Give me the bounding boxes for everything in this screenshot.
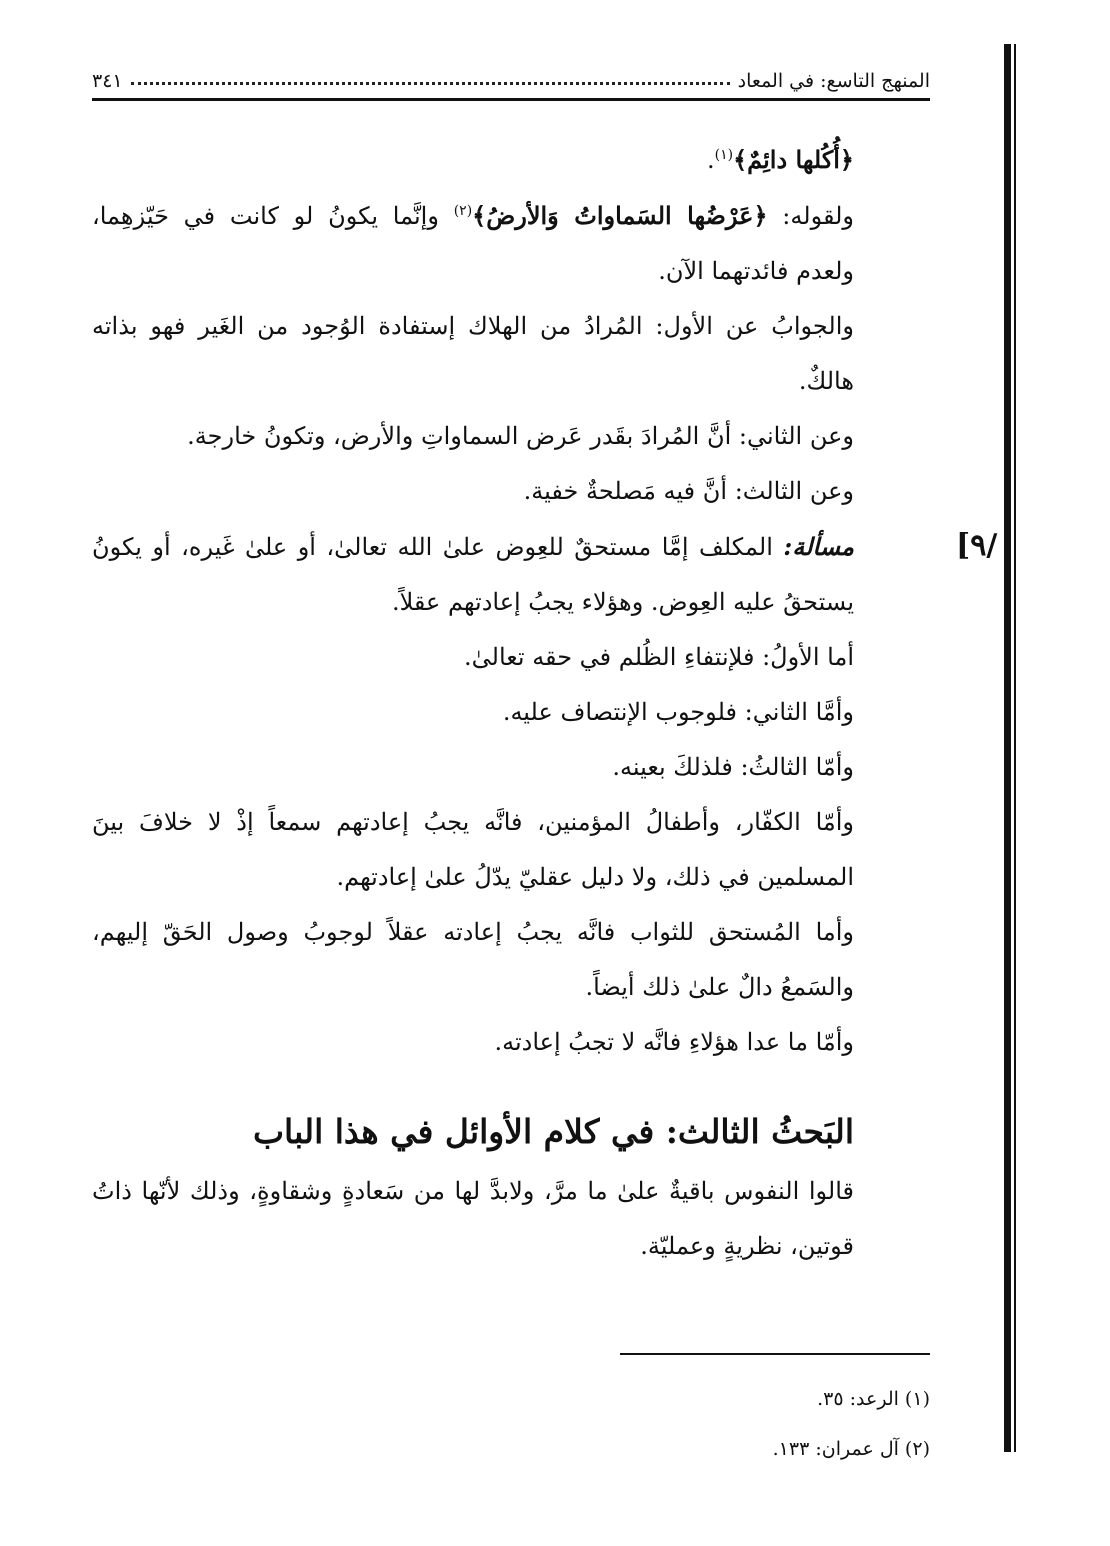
paragraph: وأمّا الثالثُ: فلذلكَ بعينه. bbox=[612, 753, 854, 781]
chapter-title: المنهج التاسع: في المعاد bbox=[737, 70, 930, 92]
footnote-2: (٢) آل عمران: ١٣٣. bbox=[772, 1438, 930, 1460]
leader-dots bbox=[131, 82, 730, 85]
paragraph-issue bbox=[92, 519, 930, 630]
page-number: ٣٤١ bbox=[92, 70, 123, 92]
paragraph: قالوا النفوس باقيةٌ علىٰ ما مرَّ، ولابدَّ لها من سَعادةٍ وشقاوةٍ، وذلك لأنّها ذاتُ قوتين، نظريةٍ وعمليّة. bbox=[92, 1177, 855, 1260]
margin-rule-thick bbox=[1004, 44, 1011, 1452]
manuscript-folio-marker: [٩/ bbox=[956, 528, 998, 563]
section-heading: البَحثُ الثالث: في كلام الأوائل في هذا الباب bbox=[252, 1112, 854, 1151]
running-header bbox=[92, 52, 930, 101]
issue-label: مسألة: bbox=[783, 532, 854, 561]
paragraph: وأمّا ما عدا هؤلاءِ فانَّه لا تجبُ إعادته. bbox=[494, 1028, 854, 1056]
paragraph: والجوابُ عن الأول: المُرادُ من الهلاك إستفادة الوُجود من الغَير فهو بذاته هالكٌ. bbox=[92, 312, 854, 395]
quran-quote: ﴿أُكُلها دائِمٌ﴾ bbox=[733, 145, 854, 174]
text: المكلف إمَّا مستحقٌ للعِوض علىٰ الله تعالىٰ، أو علىٰ غَيره، أو يكونُ يستحقُ عليه العِوض. وهؤلاء يجبُ إعادتهم عقلاً. bbox=[92, 533, 854, 616]
text: ولقوله: bbox=[767, 202, 855, 230]
text: وإنَّما يكونُ لو كانت في حَيّزهِما، ولعدم فائدتهما الآن. bbox=[92, 202, 854, 285]
margin-rule-thin bbox=[1014, 44, 1016, 1452]
paragraph: وأمّا الكفّار، وأطفالُ المؤمنين، فانَّه يجبُ إعادتهم سمعاً إذْ لا خلافَ بينَ المسلمين في ذلك، ولا دليل عقليّ يدّلُ علىٰ إعادتهم. bbox=[92, 808, 854, 891]
footnote-separator bbox=[620, 1353, 930, 1355]
paragraph: أما الأولُ: فلإنتفاءِ الظُلم في حقه تعالىٰ. bbox=[464, 643, 854, 671]
paragraph-quran-verse bbox=[92, 132, 930, 188]
paragraph: وأما المُستحق للثواب فانَّه يجبُ إعادته عقلاً لوجوبُ وصول الحَقّ إليهم، والسَمعُ دالٌ علىٰ ذلك أيضاً. bbox=[92, 918, 854, 1001]
footnote-ref-2[interactable]: (٢) bbox=[453, 203, 473, 219]
footnote-ref-1[interactable]: (١) bbox=[714, 147, 734, 163]
punctuation: . bbox=[706, 146, 715, 174]
footnotes bbox=[600, 1374, 930, 1474]
quran-quote: ﴿عَرْضُها السَماواتُ وَالأرضُ﴾ bbox=[472, 201, 768, 230]
paragraph bbox=[92, 188, 930, 299]
paragraph: وعن الثاني: أنَّ المُرادَ بقَدر عَرض السماواتِ والأرض، وتكونُ خارجة. bbox=[187, 422, 854, 450]
main-text bbox=[92, 132, 930, 1274]
paragraph: وعن الثالث: أنَّ فيه مَصلحةٌ خفية. bbox=[523, 477, 854, 505]
footnote-1: (١) الرعد: ٣٥. bbox=[817, 1388, 930, 1410]
paragraph: وأمَّا الثاني: فلوجوب الإنتصاف عليه. bbox=[502, 698, 854, 726]
